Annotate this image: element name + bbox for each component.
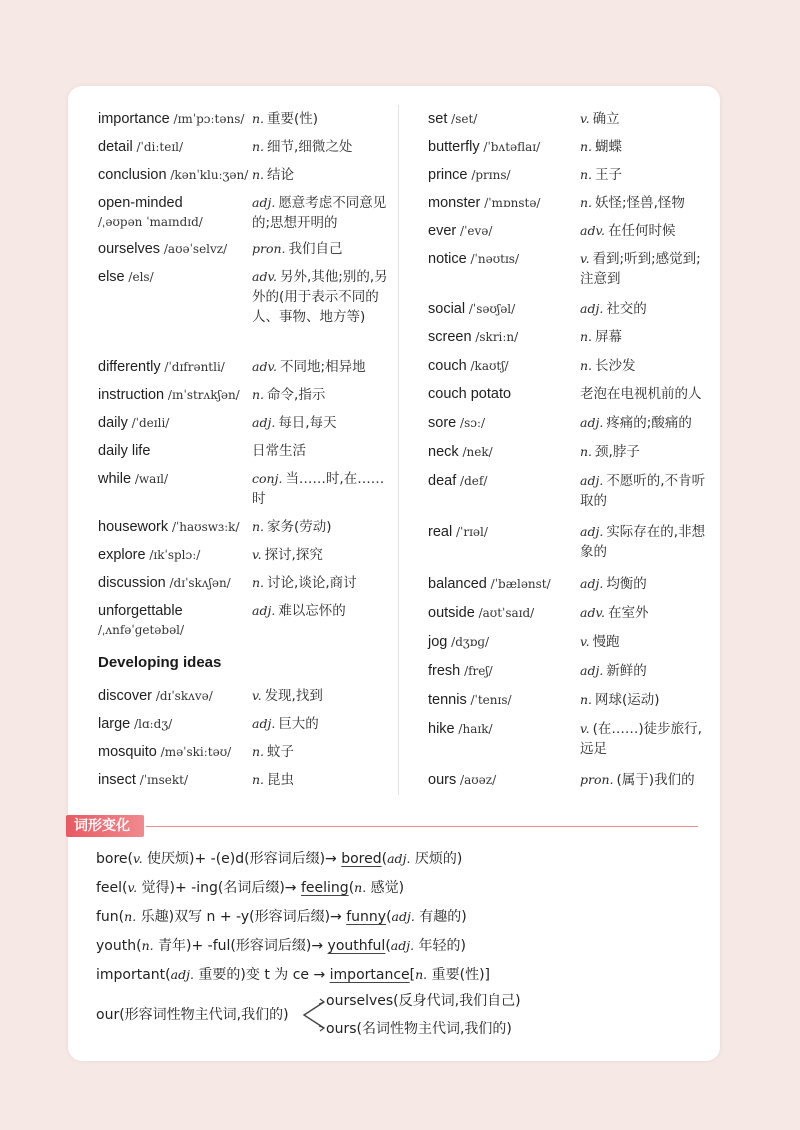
headword: butterfly [428, 139, 480, 155]
part-of-speech: adj. [170, 967, 194, 982]
right-entry-definition [580, 327, 712, 347]
left-entry-word [98, 266, 154, 288]
headword: discussion [98, 575, 166, 591]
meaning: 巨大的 [278, 716, 319, 732]
part-of-speech: n. [252, 744, 265, 759]
part-of-speech: adv. [580, 223, 606, 238]
phonetic: /ˈevə/ [456, 224, 493, 238]
phonetic: /freʃ/ [460, 664, 493, 678]
part-of-speech: n. [580, 195, 593, 210]
right-entry-definition [580, 632, 712, 652]
rule-text: ( [381, 851, 388, 867]
rule-youth [96, 935, 466, 957]
left-entry-word [98, 384, 240, 406]
dev-entry-definition [252, 742, 388, 762]
phonetic: /ˈsəʊʃəl/ [465, 302, 516, 316]
derived-word: bored [341, 851, 382, 867]
headword: while [98, 471, 132, 487]
left-entry-definition [252, 357, 388, 377]
headword: daily life [98, 443, 151, 459]
right-entry-word [428, 136, 540, 158]
part-of-speech: v. [580, 111, 590, 126]
headword: jog [428, 634, 448, 650]
part-of-speech: v. [580, 721, 590, 736]
headword: notice [428, 251, 467, 267]
phonetic: /kənˈkluːʒən/ [166, 168, 249, 182]
part-of-speech: n. [252, 167, 265, 182]
headword: tennis [428, 692, 467, 708]
part-of-speech: v. [127, 880, 138, 895]
meaning: 发现,找到 [264, 688, 323, 704]
right-entry-word [428, 631, 489, 653]
meaning: 颈,脖子 [595, 444, 640, 460]
headword: real [428, 524, 453, 540]
left-entry-definition [252, 385, 388, 405]
left-entry-definition [252, 193, 388, 233]
part-of-speech: n. [580, 444, 593, 459]
right-entry-definition [580, 442, 712, 462]
meaning: 王子 [595, 167, 623, 183]
dev-entry-definition [252, 686, 388, 706]
part-of-speech: adj. [391, 909, 415, 924]
phonetic: /ˈhaʊswɜːk/ [168, 520, 240, 534]
right-entry-word [428, 164, 511, 186]
rule-text: bore( [96, 851, 133, 867]
right-entry-word [428, 573, 551, 595]
part-of-speech: adj. [387, 851, 411, 866]
left-entry-word [98, 516, 240, 538]
meaning: 屏幕 [595, 329, 623, 345]
phonetic: /ɪnˈstrʌkʃən/ [164, 388, 240, 402]
right-entry-word [428, 192, 540, 214]
section-heading: Developing ideas [98, 654, 222, 671]
part-of-speech: n. [580, 139, 593, 154]
headword: housework [98, 519, 169, 535]
meaning: 重要(性) [267, 111, 319, 127]
rule-text: 重要的)变 t 为 ce → [193, 967, 330, 983]
right-entry-definition [580, 770, 712, 790]
phonetic: /els/ [124, 270, 154, 284]
rule-text: 有趣的) [414, 909, 467, 925]
meaning: 每日,每天 [278, 415, 337, 431]
headword: monster [428, 195, 481, 211]
headword: large [98, 716, 131, 732]
right-entry-definition [580, 221, 712, 241]
right-entry-word [428, 521, 488, 543]
part-of-speech: n. [580, 358, 593, 373]
rule-text: 青年)+ -ful(形容词后缀)→ [153, 938, 328, 954]
phonetic: /set/ [447, 112, 478, 126]
meaning: 老泡在电视机前的人 [580, 386, 702, 402]
phonetic: /kaʊtʃ/ [466, 359, 509, 373]
headword: neck [428, 444, 459, 460]
part-of-speech: v. [580, 251, 590, 266]
left-entry-definition [252, 239, 388, 259]
dev-entry-definition [252, 714, 388, 734]
left-entry-word [98, 192, 203, 230]
phonetic: /nek/ [458, 445, 493, 459]
headword: hike [428, 721, 455, 737]
part-of-speech: n. [252, 387, 265, 402]
rule-text: feel( [96, 880, 128, 896]
meaning: 不愿听的,不肯听取的 [580, 473, 706, 509]
left-entry-definition [252, 469, 388, 509]
left-entry-definition [252, 517, 388, 537]
our-rule-branch-ourselves: ourselves(反身代词,我们自己) [326, 993, 521, 1009]
right-entry-definition [580, 690, 712, 710]
headword: couch potato [428, 386, 512, 402]
headword: screen [428, 329, 472, 345]
part-of-speech: adv. [580, 605, 606, 620]
meaning: 当……时,在……时 [252, 471, 385, 507]
right-entry-definition [580, 522, 712, 562]
left-entry-definition [252, 413, 388, 433]
left-entry-definition [252, 441, 388, 461]
headword: sore [428, 415, 457, 431]
meaning: 妖怪;怪兽,怪物 [595, 195, 685, 211]
phonetic: /prɪns/ [467, 168, 511, 182]
right-entry-word [428, 298, 515, 320]
meaning: 不同地;相异地 [280, 359, 366, 375]
part-of-speech: n. [580, 167, 593, 182]
part-of-speech: adj. [580, 473, 604, 488]
part-of-speech: v. [252, 688, 262, 703]
meaning: 长沙发 [595, 358, 636, 374]
left-entry-definition [252, 573, 388, 593]
phonetic: /waɪl/ [131, 472, 169, 486]
meaning: 难以忘怀的 [278, 603, 346, 619]
branch-brace-icon [298, 996, 326, 1034]
headword: unforgettable [98, 603, 183, 619]
headword: conclusion [98, 167, 167, 183]
rule-text: 感觉) [366, 880, 405, 896]
phonetic: /ˈdiːteɪl/ [132, 140, 184, 154]
right-entry-definition [580, 165, 712, 185]
phonetic: /ˈbælənst/ [486, 577, 551, 591]
phonetic: /məˈskiːtəʊ/ [156, 745, 232, 759]
phonetic: /dɪˈskʌvə/ [152, 689, 213, 703]
meaning: 疼痛的;酸痛的 [606, 415, 692, 431]
phonetic: /aʊəˈselvz/ [160, 242, 228, 256]
part-of-speech: n. [252, 575, 265, 590]
right-entry-word [428, 689, 512, 711]
right-entry-definition [580, 719, 712, 759]
phonetic: /dɪˈskʌʃən/ [165, 576, 231, 590]
right-entry-definition [580, 603, 712, 623]
meaning: 家务(劳动) [267, 519, 332, 535]
rule-text: 乐趣)双写 n + -y(形容词后缀)→ [136, 909, 347, 925]
rule-text: ( [385, 938, 391, 954]
right-entry-word [428, 660, 493, 682]
rule-text: ( [386, 909, 392, 925]
meaning: 看到;听到;感觉到;注意到 [580, 251, 701, 287]
headword: deaf [428, 473, 457, 489]
rule-text: youth( [96, 938, 142, 954]
meaning: 新鲜的 [606, 663, 647, 679]
meaning: 在任何时候 [608, 223, 676, 239]
left-entry-word [98, 164, 248, 186]
headword: open-minded [98, 195, 183, 211]
right-entry-word [428, 718, 493, 740]
meaning: 命令,指示 [267, 387, 326, 403]
our-rule-branch-ours: ours(名词性物主代词,我们的) [326, 1021, 512, 1037]
right-entry-word [428, 412, 485, 434]
part-of-speech: adj. [580, 576, 604, 591]
phonetic: /aʊtˈsaɪd/ [474, 606, 535, 620]
left-entry-word [98, 136, 183, 158]
headword: ours [428, 772, 457, 788]
derived-word: importance [329, 967, 410, 983]
part-of-speech: n. [580, 329, 593, 344]
phonetic: /ˈbʌtəflaɪ/ [479, 140, 541, 154]
phonetic: /skriːn/ [471, 330, 519, 344]
derived-word: feeling [300, 880, 349, 896]
phonetic: /sɔː/ [456, 416, 486, 430]
part-of-speech: adj. [252, 195, 276, 210]
rule-text: [ [409, 967, 416, 983]
part-of-speech: v. [132, 851, 143, 866]
part-of-speech: conj. [252, 471, 283, 486]
part-of-speech: adj. [580, 301, 604, 316]
left-entry-definition [252, 267, 388, 327]
phonetic: /ˌəʊpən ˈmaɪndɪd/ [98, 215, 203, 229]
word-formation-banner: 词形变化 [66, 815, 144, 837]
meaning: 网球(运动) [595, 692, 660, 708]
rule-text: 年轻的) [414, 938, 467, 954]
left-entry-word [98, 356, 225, 378]
headword: prince [428, 167, 468, 183]
meaning: 实际存在的,非想象的 [580, 524, 706, 560]
meaning: 社交的 [606, 301, 647, 317]
right-entry-word [428, 769, 496, 791]
right-entry-definition [580, 109, 712, 129]
headword: else [98, 269, 125, 285]
part-of-speech: pron. [252, 241, 286, 256]
rule-text: ( [348, 880, 355, 896]
headword: ever [428, 223, 457, 239]
meaning: 结论 [267, 167, 295, 183]
meaning: 探讨,探究 [264, 547, 323, 563]
part-of-speech: n. [141, 938, 154, 953]
headword: set [428, 111, 448, 127]
meaning: 在室外 [608, 605, 649, 621]
part-of-speech: adj. [580, 415, 604, 430]
banner-divider [146, 826, 698, 827]
meaning: 确立 [592, 111, 620, 127]
part-of-speech: adv. [252, 359, 278, 374]
headword: outside [428, 605, 475, 621]
right-entry-definition [580, 137, 712, 157]
left-entry-definition [252, 545, 388, 565]
phonetic: /ɪmˈpɔːtəns/ [169, 112, 245, 126]
left-entry-definition [252, 601, 388, 621]
right-entry-definition [580, 356, 712, 376]
rule-fun [96, 906, 467, 928]
right-entry-definition [580, 471, 712, 511]
meaning: 慢跑 [592, 634, 620, 650]
right-entry-word [428, 326, 518, 348]
headword: explore [98, 547, 146, 563]
meaning: 讨论,谈论,商讨 [267, 575, 357, 591]
dev-entry-word [98, 769, 188, 791]
part-of-speech: n. [415, 967, 428, 982]
meaning: (属于)我们的 [616, 772, 695, 788]
meaning: 昆虫 [267, 772, 295, 788]
phonetic: /aʊəz/ [456, 773, 497, 787]
left-entry-word [98, 108, 244, 130]
part-of-speech: v. [580, 634, 590, 649]
phonetic: /ˈtenɪs/ [466, 693, 512, 707]
headword: social [428, 301, 466, 317]
part-of-speech: n. [252, 519, 265, 534]
part-of-speech: n. [580, 692, 593, 707]
part-of-speech: adj. [252, 603, 276, 618]
dev-entry-definition [252, 770, 388, 790]
our-rule-root: our(形容词性物主代词,我们的) [96, 1007, 289, 1023]
part-of-speech: adj. [252, 716, 276, 731]
rule-text: fun( [96, 909, 125, 925]
part-of-speech: n. [354, 880, 367, 895]
phonetic: /ˈdɪfrəntli/ [160, 360, 225, 374]
part-of-speech: adj. [580, 663, 604, 678]
part-of-speech: n. [252, 139, 265, 154]
phonetic: /ˈnəʊtɪs/ [466, 252, 519, 266]
phonetic: /lɑːdʒ/ [130, 717, 173, 731]
right-entry-definition [580, 413, 712, 433]
column-divider [398, 105, 399, 795]
headword: differently [98, 359, 161, 375]
right-entry-word [428, 441, 493, 463]
headword: importance [98, 111, 170, 127]
right-entry-word [428, 108, 477, 130]
meaning: 愿意考虑不同意见的;思想开明的 [252, 195, 387, 231]
headword: fresh [428, 663, 461, 679]
headword: insect [98, 772, 136, 788]
part-of-speech: adv. [252, 269, 278, 284]
meaning: 日常生活 [252, 443, 306, 459]
right-entry-definition [580, 299, 712, 319]
dev-entry-word [98, 685, 213, 707]
left-entry-word [98, 238, 227, 260]
right-entry-definition [580, 193, 712, 213]
headword: discover [98, 688, 152, 704]
right-entry-word [428, 248, 519, 270]
right-entry-definition [580, 574, 712, 594]
phonetic: /ˈrɪəl/ [452, 525, 488, 539]
part-of-speech: adj. [390, 938, 415, 953]
left-entry-word [98, 600, 184, 638]
right-entry-definition [580, 661, 712, 681]
rule-text: 觉得)+ -ing(名词后缀)→ [137, 880, 301, 896]
meaning: 另外,其他;别的,另外的(用于表示不同的人、事物、地方等) [252, 269, 388, 325]
dev-entry-word [98, 713, 172, 735]
part-of-speech: adj. [580, 524, 604, 539]
rule-feel [96, 877, 404, 899]
left-entry-definition [252, 137, 388, 157]
part-of-speech: n. [252, 772, 265, 787]
phonetic: /ˈdeɪli/ [127, 416, 170, 430]
right-entry-word [428, 383, 511, 405]
dev-entry-word [98, 741, 231, 763]
part-of-speech: pron. [580, 772, 614, 787]
part-of-speech: adj. [252, 415, 276, 430]
rule-text: 使厌烦)+ -(e)d(形容词后缀)→ [142, 851, 342, 867]
right-entry-word [428, 602, 534, 624]
phonetic: /ˈmɒnstə/ [480, 196, 541, 210]
left-entry-word [98, 544, 200, 566]
meaning: 我们自己 [288, 241, 343, 257]
part-of-speech: n. [252, 111, 265, 126]
left-entry-word [98, 468, 168, 490]
phonetic: /def/ [456, 474, 488, 488]
phonetic: /dʒɒɡ/ [447, 635, 490, 649]
meaning: 蝴蝶 [595, 139, 623, 155]
rule-text: important( [96, 967, 171, 983]
headword: daily [98, 415, 128, 431]
phonetic: /ˌʌnfəˈɡetəbəl/ [98, 623, 185, 637]
meaning: (在……)徒步旅行,远足 [580, 721, 702, 757]
phonetic: /ˈɪnsekt/ [135, 773, 189, 787]
left-entry-word [98, 572, 231, 594]
headword: instruction [98, 387, 165, 403]
headword: balanced [428, 576, 487, 592]
meaning: 细节,细微之处 [267, 139, 353, 155]
part-of-speech: n. [124, 909, 137, 924]
meaning: 蚊子 [267, 744, 295, 760]
left-entry-word [98, 412, 169, 434]
derived-word: funny [346, 909, 387, 925]
headword: mosquito [98, 744, 157, 760]
right-entry-word [428, 355, 509, 377]
right-entry-word [428, 470, 487, 492]
headword: detail [98, 139, 133, 155]
part-of-speech: v. [252, 547, 262, 562]
headword: couch [428, 358, 467, 374]
rule-text: 厌烦的) [410, 851, 463, 867]
rule-bore [96, 848, 462, 870]
rule-important [96, 964, 490, 986]
derived-word: youthful [327, 938, 386, 954]
left-entry-word [98, 440, 150, 462]
meaning: 均衡的 [606, 576, 647, 592]
headword: ourselves [98, 241, 161, 257]
right-entry-definition [580, 249, 712, 289]
phonetic: /ɪkˈsplɔː/ [145, 548, 201, 562]
left-entry-definition [252, 165, 388, 185]
right-entry-definition [580, 384, 712, 404]
phonetic: /haɪk/ [454, 722, 493, 736]
left-entry-definition [252, 109, 388, 129]
right-entry-word [428, 220, 492, 242]
rule-text: 重要(性)] [427, 967, 490, 983]
